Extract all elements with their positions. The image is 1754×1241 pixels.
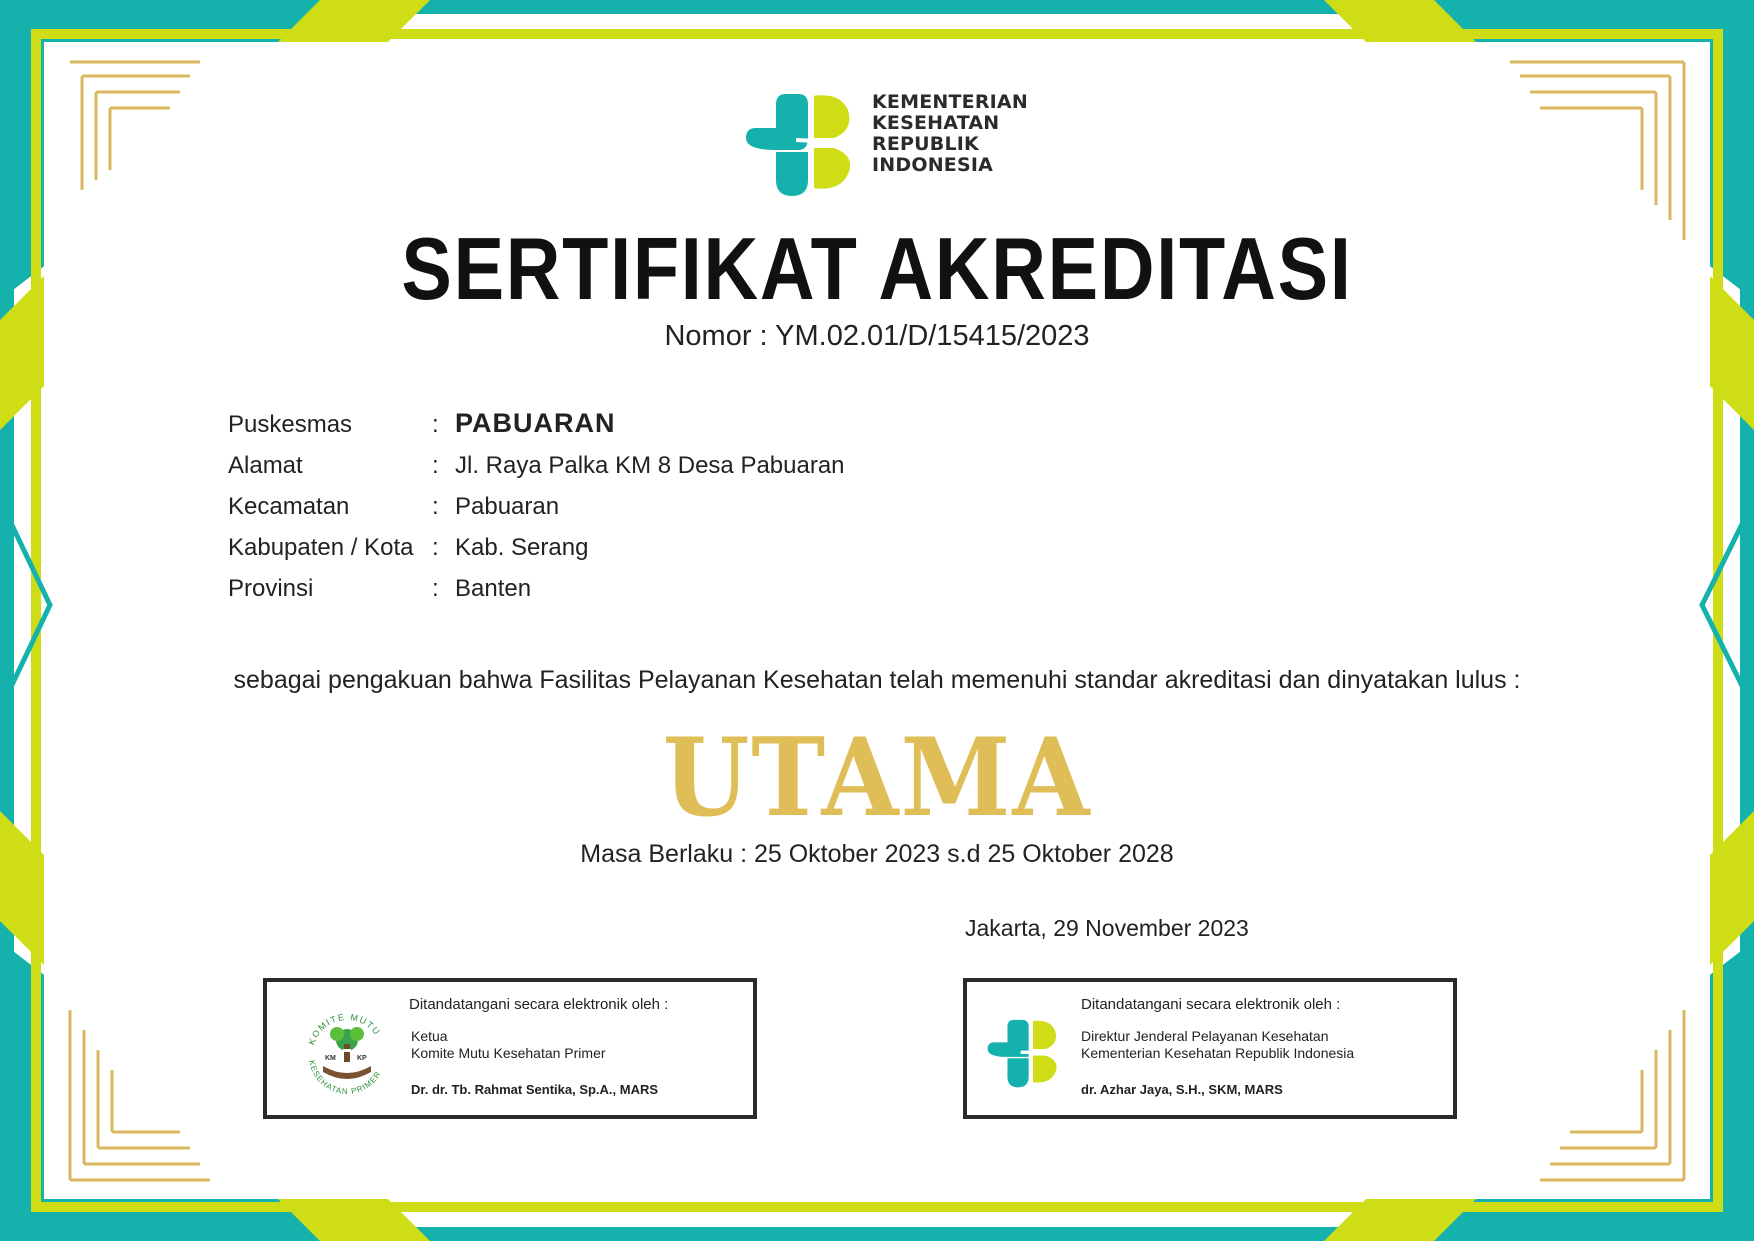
certificate-title: SERTIFIKAT AKREDITASI xyxy=(401,219,1353,318)
detail-colon: : xyxy=(432,452,439,479)
seal-text-bottom: KESEHATAN PRIMER xyxy=(307,1059,383,1097)
signer-organization: Kementerian Kesehatan Republik Indonesia xyxy=(1081,1045,1355,1061)
seal-initials-right: KP xyxy=(357,1055,367,1062)
ministry-emblem-icon xyxy=(736,70,866,200)
signer-position: Direktur Jenderal Pelayanan Kesehatan xyxy=(1081,1028,1329,1044)
accreditation-statement: sebagai pengakuan bahwa Fasilitas Pelayanan Kesehatan telah memenuhi standar akreditasi dan dinyatakan lulus : xyxy=(233,666,1521,694)
detail-colon: : xyxy=(432,411,439,438)
detail-value-facility-name: PABUARAN xyxy=(455,408,616,438)
signature-box-director-general xyxy=(963,978,1457,1119)
detail-value-regency: Kab. Serang xyxy=(455,534,589,561)
detail-value-province: Banten xyxy=(455,575,532,602)
seal-initials-left: KM xyxy=(325,1055,336,1062)
accreditation-grade: UTAMA xyxy=(662,715,1092,841)
certificate-number: Nomor : YM.02.01/D/15415/2023 xyxy=(664,320,1090,352)
detail-colon: : xyxy=(432,575,439,602)
detail-label: Kabupaten / Kota xyxy=(228,534,414,561)
ministry-name xyxy=(872,92,1028,176)
signature-heading: Ditandatangani secara elektronik oleh : xyxy=(409,996,669,1013)
detail-value-district: Pabuaran xyxy=(455,493,560,520)
committee-seal-icon xyxy=(299,1004,395,1100)
signer-name: dr. Azhar Jaya, S.H., SKM, MARS xyxy=(1081,1082,1283,1097)
ministry-line: KEMENTERIAN xyxy=(872,91,1028,113)
detail-label: Alamat xyxy=(228,452,303,479)
signer-position: Ketua xyxy=(411,1028,448,1044)
ministry-emblem-small-icon xyxy=(981,1004,1067,1090)
signature-box-committee xyxy=(263,978,757,1119)
ministry-line: REPUBLIK xyxy=(872,133,979,155)
signer-organization: Komite Mutu Kesehatan Primer xyxy=(411,1045,606,1061)
detail-colon: : xyxy=(432,493,439,520)
detail-label: Provinsi xyxy=(228,575,314,602)
ministry-logo xyxy=(736,70,1036,200)
seal-text-top: KOMITE MUTU xyxy=(306,1011,383,1047)
ministry-line: KESEHATAN xyxy=(872,112,1000,134)
signer-name: Dr. dr. Tb. Rahmat Sentika, Sp.A., MARS xyxy=(411,1082,659,1097)
ministry-line: INDONESIA xyxy=(872,154,994,176)
issue-place-date: Jakarta, 29 November 2023 xyxy=(965,915,1249,941)
detail-label: Puskesmas xyxy=(228,411,353,438)
signature-heading: Ditandatangani secara elektronik oleh : xyxy=(1081,996,1341,1013)
detail-colon: : xyxy=(432,534,439,561)
detail-label: Kecamatan xyxy=(228,493,350,520)
detail-value-address: Jl. Raya Palka KM 8 Desa Pabuaran xyxy=(455,452,845,479)
validity-period: Masa Berlaku : 25 Oktober 2023 s.d 25 Oktober 2028 xyxy=(580,840,1174,868)
